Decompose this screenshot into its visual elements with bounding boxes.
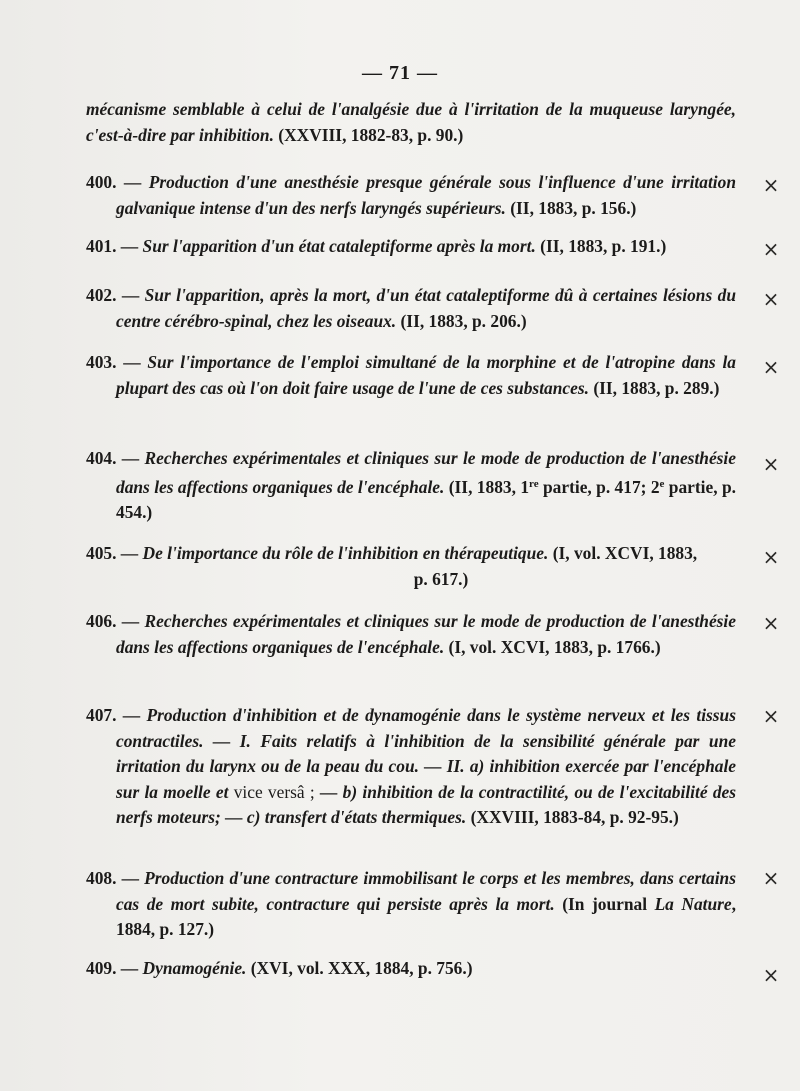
entry-number: 406.: [86, 611, 117, 631]
entry-409: [86, 956, 736, 982]
cross-mark-icon: ×: [762, 237, 780, 261]
entry-title: Dynamogénie.: [142, 958, 247, 978]
entry-title: Recherches expérimentales et cliniques sur le mode de production de l'anesthésie dans les affections organiques de l'encéphale.: [116, 611, 736, 657]
entry-reference: (I, vol. XCVI, 1883, p. 1766.): [448, 636, 661, 657]
entry-dash: —: [123, 172, 142, 192]
entry-reference-cont: p. 617.): [413, 568, 469, 589]
entry-reference: (II, 1883, 1re partie, p. 417; 2e partie, p. 454.): [116, 476, 736, 522]
entry-405: [86, 541, 736, 592]
entry-403: [86, 350, 736, 401]
entry-reference: (XXVIII, 1882-83, p. 90.): [278, 124, 464, 145]
entry-reference: (II, 1883, p. 156.): [510, 197, 637, 218]
cross-mark-icon: ×: [762, 287, 780, 311]
entry-number: 404.: [86, 448, 117, 468]
entry-title: Sur l'importance de l'emploi simultané de la morphine et de l'atropine dans la plupart des cas où l'on doit faire usage de l'une de ces substances.: [116, 352, 736, 398]
entry-number: 401.: [86, 236, 117, 256]
entry-title: mécanisme semblable à celui de l'analgésie due à l'irritation de la muqueuse laryngée, c'est-à-dire par inhibition.: [86, 99, 736, 145]
entry-400: [86, 170, 736, 221]
entry-reference: (In journal La Nature, 1884, p. 127.): [116, 893, 737, 939]
entry-dash: —: [120, 543, 139, 563]
entry-406: [86, 609, 736, 660]
entry-dash: —: [120, 958, 139, 978]
entry-reference: (XVI, vol. XXX, 1884, p. 756.): [250, 958, 473, 978]
cross-mark-icon: ×: [762, 173, 780, 197]
cross-mark-icon: ×: [762, 452, 780, 476]
entry-reference: (XXVIII, 1883-84, p. 92-95.): [470, 807, 679, 827]
cross-mark-icon: ×: [762, 611, 780, 635]
entry-number: 400.: [86, 172, 117, 192]
entry-dash: —: [123, 352, 141, 372]
entry-title: De l'importance du rôle de l'inhibition en thérapeutique.: [142, 543, 549, 563]
cross-mark-icon: ×: [762, 704, 780, 728]
entry-number: 402.: [86, 285, 117, 305]
entry-title: Sur l'apparition, après la mort, d'un état cataleptiforme dû à certaines lésions du centre cérébro-spinal, chez les oiseaux.: [116, 285, 736, 331]
entry-dash: —: [121, 285, 140, 305]
entry-404: [86, 446, 736, 526]
entry-number: 405.: [86, 543, 117, 563]
cross-mark-icon: ×: [762, 545, 780, 569]
cross-mark-icon: ×: [762, 355, 780, 379]
entry-reference: (I, vol. XCVI, 1883,: [552, 543, 698, 563]
entry-408: [86, 866, 736, 943]
entry-dash: —: [121, 868, 139, 888]
entry-407: [86, 703, 736, 831]
entry-number: 403.: [86, 352, 117, 372]
entry-title: Sur l'apparition d'un état cataleptiforme après la mort.: [142, 236, 536, 256]
entry-title: Production d'inhibition et de dynamogénie dans le système nerveux et les tissus contractiles. — I. Faits relatifs à l'inhibition de la sensibilité générale par une irritation du larynx ou de la peau du cou. — II. a) inhibition exercée par l'encéphale sur la moelle et: [116, 705, 736, 802]
entry-number: 407.: [86, 705, 117, 725]
entry-402: [86, 283, 736, 334]
entry-dash: —: [121, 611, 140, 631]
entry-reference: (II, 1883, p. 191.): [540, 236, 667, 256]
entry-number: 409.: [86, 958, 117, 978]
entry-plain-text: vice versâ ;: [233, 781, 315, 802]
entry-continuation: [86, 97, 736, 148]
entry-title: Production d'une anesthésie presque générale sous l'influence d'une irritation galvanique intense d'un des nerfs laryngés supérieurs.: [116, 172, 736, 218]
entry-dash: —: [121, 448, 140, 468]
page-number: — 71 —: [362, 62, 438, 84]
cross-mark-icon: ×: [762, 866, 780, 890]
entry-title: Recherches expérimentales et cliniques sur le mode de production de l'anesthésie dans les affections organiques de l'encéphale.: [116, 448, 736, 497]
entry-number: 408.: [86, 868, 117, 888]
entry-title-cont: — b) inhibition de la contractilité, ou de l'excitabilité des nerfs moteurs; — c) transfert d'états thermiques.: [116, 781, 736, 827]
entry-reference: (II, 1883, p. 289.): [593, 377, 720, 398]
entry-dash: —: [122, 705, 141, 725]
entry-reference: (II, 1883, p. 206.): [400, 310, 527, 331]
cross-mark-icon: ×: [762, 963, 780, 987]
entry-dash: —: [120, 236, 139, 256]
entry-title: Production d'une contracture immobilisant le corps et les membres, dans certains cas de mort subite, contracture qui persiste après la mort.: [116, 868, 736, 914]
entry-401: [86, 234, 736, 260]
